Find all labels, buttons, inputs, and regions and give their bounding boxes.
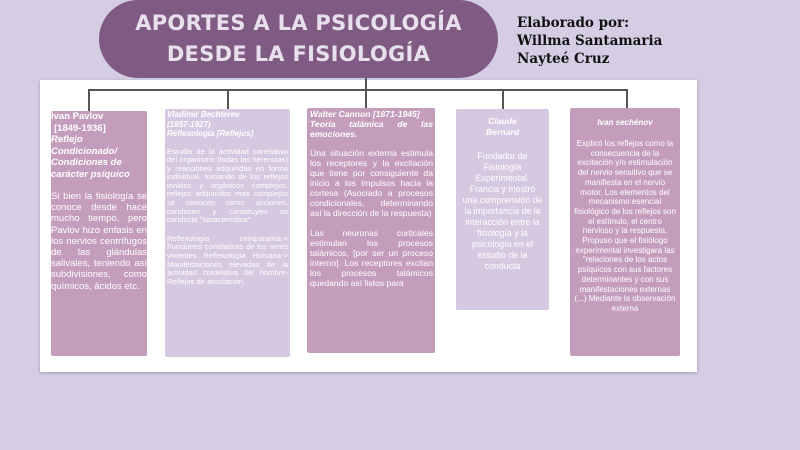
card-paragraph: Las neuronas corticales estimulan los procesos talámicos, [por ser un proceso interno]. Los receptores excitan los procesos talámicos quedando así listos para [310, 228, 433, 288]
card-name: Claude Bernard [486, 116, 519, 137]
card-subtitle: Teoría talámica de las emociones. [310, 119, 433, 139]
connector-horizontal [88, 89, 628, 91]
connector-branch-5 [626, 89, 628, 108]
card-paragraph: Estudio de la actividad correlativa del organismo (todas las herencias) y reacciones adquiridas en forma individual. Iniciando de los reflejos innatos y orgánicos complejos. reflejos adquiridos mas complejos se conocen como acciones, conducen y constituyen su conducta "característica" [167, 146, 288, 225]
card-bechterev [165, 109, 290, 357]
card-text: Explicó los reflejos como la consecuencia de la excitación y/o estimulación del nervio sensitivo que se manifiesta en el nervio motor. Los elementos del mecanismo esencial fisiológico de los reflejos son el estímulo, el centro nervioso y la respuesta. Propuso que el fisiólogo experimental investigara las "relaciones de los actos psíquicos con sus factores determinantes y con sus manifestaciones externas (...) Mediante la observación externa [574, 139, 676, 313]
card-bernard [456, 109, 549, 310]
credits-block [517, 14, 662, 68]
connector-branch-3 [365, 89, 367, 108]
card-text: Si bien la fisiología se conoce desde hace mucho tiempo, pero Pavlov hizo enfasis en los nervios centrífugos de las glándulas salivales, teniendo así subdivisiones, como químicos, ácidos etc. [51, 191, 147, 292]
author-1: Willma Santamaria [517, 33, 663, 49]
card-name: Ivan sechénov [597, 118, 653, 127]
card-name: Vladimir Bechterev [167, 110, 240, 119]
card-name: Ivan Pavlov [51, 111, 104, 122]
card-subtitle: Reflexología [Reflejos] [167, 129, 254, 138]
card-name: Walter Cannon [1871-1945] [310, 109, 420, 119]
card-pavlov [51, 111, 147, 356]
card-cannon [307, 108, 435, 353]
credits-label: Elaborado por: [517, 15, 630, 31]
card-sechenov [570, 108, 680, 356]
card-text [310, 148, 433, 288]
card-text: Fundador de Fisiología Experimental. Francia y mostró una comprensión de la importancia de la interacción entre la fisiología y la psicología en el estudio de la conducta [462, 151, 543, 271]
card-subtitle: Reflejo Condicionado/ Condiciones de carácter psíquico [51, 134, 130, 180]
page-title: APORTES A LA PSICOLOGÍA DESDE LA FISIOLOGÍA [135, 11, 462, 66]
card-paragraph: Una situación externa estimula los receptores y la excitación que tiene por consiguiente da inicio a los impulsos hacia la cortesa (Asociado a procesos condicionales, determinando así la dirección de la respuesta) [310, 148, 433, 218]
title-banner [99, 0, 498, 78]
connector-branch-4 [502, 89, 504, 109]
connector-branch-2 [227, 89, 229, 109]
card-dates: [1849-1936] [54, 122, 106, 134]
card-paragraph: Reflexología comparativa-> Funciones correlativas de los seres vivientes Reflexología Humana-> Manifestaciones elevadas de la actividad correlativa del hombre- Reflejos de asociación. [167, 233, 288, 286]
connector-branch-1 [88, 89, 90, 111]
card-dates: (1857-1927) [167, 119, 211, 129]
card-text [167, 148, 288, 287]
author-2: Nayteé Cruz [517, 51, 610, 67]
